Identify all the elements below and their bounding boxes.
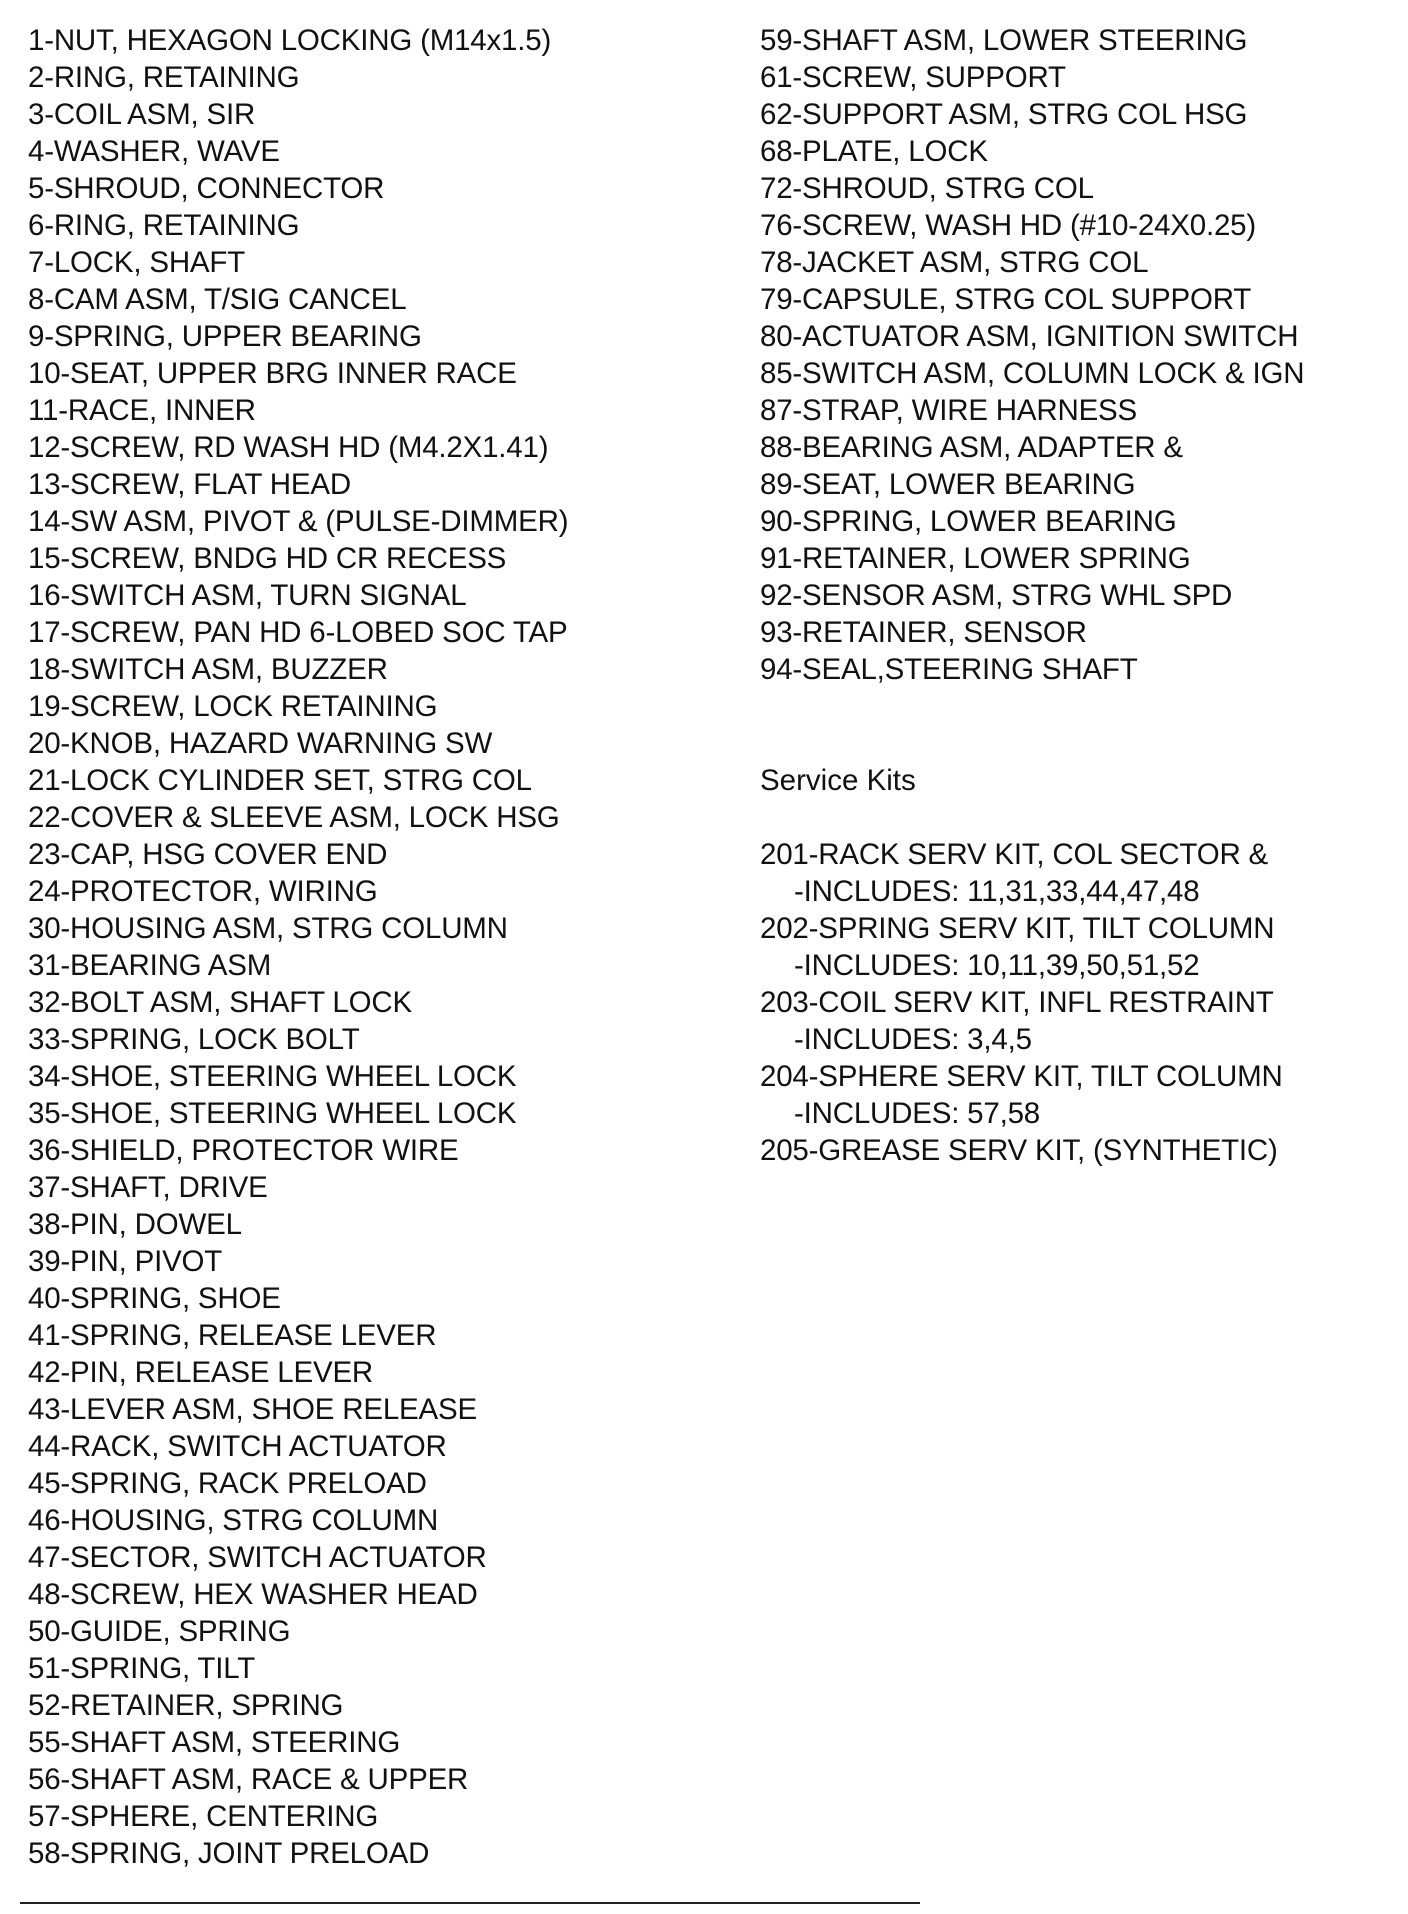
part-item: 47-SECTOR, SWITCH ACTUATOR: [28, 1541, 487, 1574]
part-item: 88-BEARING ASM, ADAPTER &: [760, 431, 1183, 464]
service-kits-list: [760, 836, 1400, 1169]
part-item: 80-ACTUATOR ASM, IGNITION SWITCH: [760, 320, 1299, 353]
service-kit-includes: -INCLUDES: 57,58: [794, 1097, 1041, 1130]
part-item: 61-SCREW, SUPPORT: [760, 61, 1066, 94]
part-item: 24-PROTECTOR, WIRING: [28, 875, 378, 908]
part-item: 50-GUIDE, SPRING: [28, 1615, 291, 1648]
part-item: 30-HOUSING ASM, STRG COLUMN: [28, 912, 508, 945]
part-item: 39-PIN, PIVOT: [28, 1245, 223, 1278]
service-kit-includes: -INCLUDES: 11,31,33,44,47,48: [794, 875, 1200, 908]
part-item: 87-STRAP, WIRE HARNESS: [760, 394, 1138, 427]
part-item: 42-PIN, RELEASE LEVER: [28, 1356, 374, 1389]
part-item: 34-SHOE, STEERING WHEEL LOCK: [28, 1060, 517, 1093]
part-item: 33-SPRING, LOCK BOLT: [28, 1023, 360, 1056]
part-item: 59-SHAFT ASM, LOWER STEERING: [760, 24, 1248, 57]
part-item: 1-NUT, HEXAGON LOCKING (M14x1.5): [28, 24, 552, 57]
part-item: 55-SHAFT ASM, STEERING: [28, 1726, 401, 1759]
part-item: 5-SHROUD, CONNECTOR: [28, 172, 385, 205]
part-item: 79-CAPSULE, STRG COL SUPPORT: [760, 283, 1252, 316]
part-item: 11-RACE, INNER: [28, 394, 256, 427]
parts-list-right-column: [760, 22, 1400, 1169]
service-kit-item: 204-SPHERE SERV KIT, TILT COLUMN: [760, 1060, 1283, 1093]
part-item: 13-SCREW, FLAT HEAD: [28, 468, 351, 501]
part-item: 78-JACKET ASM, STRG COL: [760, 246, 1149, 279]
part-item: 2-RING, RETAINING: [28, 61, 300, 94]
part-item: 58-SPRING, JOINT PRELOAD: [28, 1837, 430, 1870]
part-item: 52-RETAINER, SPRING: [28, 1689, 344, 1722]
part-item: 45-SPRING, RACK PRELOAD: [28, 1467, 427, 1500]
parts-list-right: [760, 22, 1400, 688]
part-item: 38-PIN, DOWEL: [28, 1208, 242, 1241]
part-item: 23-CAP, HSG COVER END: [28, 838, 388, 871]
part-item: 62-SUPPORT ASM, STRG COL HSG: [760, 98, 1248, 131]
part-item: 22-COVER & SLEEVE ASM, LOCK HSG: [28, 801, 560, 834]
part-item: 76-SCREW, WASH HD (#10-24X0.25): [760, 209, 1257, 242]
part-item: 9-SPRING, UPPER BEARING: [28, 320, 422, 353]
part-item: 48-SCREW, HEX WASHER HEAD: [28, 1578, 478, 1611]
part-item: 35-SHOE, STEERING WHEEL LOCK: [28, 1097, 517, 1130]
part-item: 43-LEVER ASM, SHOE RELEASE: [28, 1393, 477, 1426]
part-item: 46-HOUSING, STRG COLUMN: [28, 1504, 439, 1537]
part-item: 7-LOCK, SHAFT: [28, 246, 246, 279]
part-item: 41-SPRING, RELEASE LEVER: [28, 1319, 437, 1352]
part-item: 4-WASHER, WAVE: [28, 135, 280, 168]
part-item: 19-SCREW, LOCK RETAINING: [28, 690, 438, 723]
part-item: 36-SHIELD, PROTECTOR WIRE: [28, 1134, 459, 1167]
part-item: 56-SHAFT ASM, RACE & UPPER: [28, 1763, 469, 1796]
part-item: 14-SW ASM, PIVOT & (PULSE-DIMMER): [28, 505, 569, 538]
service-kit-includes: -INCLUDES: 3,4,5: [794, 1023, 1032, 1056]
part-item: 92-SENSOR ASM, STRG WHL SPD: [760, 579, 1233, 612]
part-item: 72-SHROUD, STRG COL: [760, 172, 1094, 205]
part-item: 37-SHAFT, DRIVE: [28, 1171, 268, 1204]
part-item: 15-SCREW, BNDG HD CR RECESS: [28, 542, 507, 575]
part-item: 3-COIL ASM, SIR: [28, 98, 256, 131]
part-item: 94-SEAL,STEERING SHAFT: [760, 653, 1138, 686]
part-item: 18-SWITCH ASM, BUZZER: [28, 653, 388, 686]
part-item: 90-SPRING, LOWER BEARING: [760, 505, 1177, 538]
part-item: 10-SEAT, UPPER BRG INNER RACE: [28, 357, 517, 390]
service-kit-item: 203-COIL SERV KIT, INFL RESTRAINT: [760, 986, 1274, 1019]
part-item: 40-SPRING, SHOE: [28, 1282, 281, 1315]
service-kit-includes: -INCLUDES: 10,11,39,50,51,52: [794, 949, 1200, 982]
part-item: 20-KNOB, HAZARD WARNING SW: [28, 727, 493, 760]
part-item: 17-SCREW, PAN HD 6-LOBED SOC TAP: [28, 616, 568, 649]
part-item: 57-SPHERE, CENTERING: [28, 1800, 379, 1833]
part-item: 6-RING, RETAINING: [28, 209, 300, 242]
part-item: 12-SCREW, RD WASH HD (M4.2X1.41): [28, 431, 549, 464]
part-item: 68-PLATE, LOCK: [760, 135, 988, 168]
service-kit-item: 201-RACK SERV KIT, COL SECTOR &: [760, 838, 1269, 871]
part-item: 16-SWITCH ASM, TURN SIGNAL: [28, 579, 467, 612]
service-kit-item: 205-GREASE SERV KIT, (SYNTHETIC): [760, 1134, 1278, 1167]
part-item: 32-BOLT ASM, SHAFT LOCK: [28, 986, 412, 1019]
parts-list-left-column: [28, 22, 728, 1872]
service-kits-heading: Service Kits: [760, 764, 916, 797]
bottom-divider: [20, 1902, 920, 1904]
part-item: 91-RETAINER, LOWER SPRING: [760, 542, 1191, 575]
part-item: 93-RETAINER, SENSOR: [760, 616, 1087, 649]
part-item: 31-BEARING ASM: [28, 949, 272, 982]
part-item: 8-CAM ASM, T/SIG CANCEL: [28, 283, 407, 316]
part-item: 85-SWITCH ASM, COLUMN LOCK & IGN: [760, 357, 1305, 390]
service-kit-item: 202-SPRING SERV KIT, TILT COLUMN: [760, 912, 1275, 945]
part-item: 44-RACK, SWITCH ACTUATOR: [28, 1430, 447, 1463]
part-item: 51-SPRING, TILT: [28, 1652, 256, 1685]
part-item: 21-LOCK CYLINDER SET, STRG COL: [28, 764, 532, 797]
part-item: 89-SEAT, LOWER BEARING: [760, 468, 1136, 501]
